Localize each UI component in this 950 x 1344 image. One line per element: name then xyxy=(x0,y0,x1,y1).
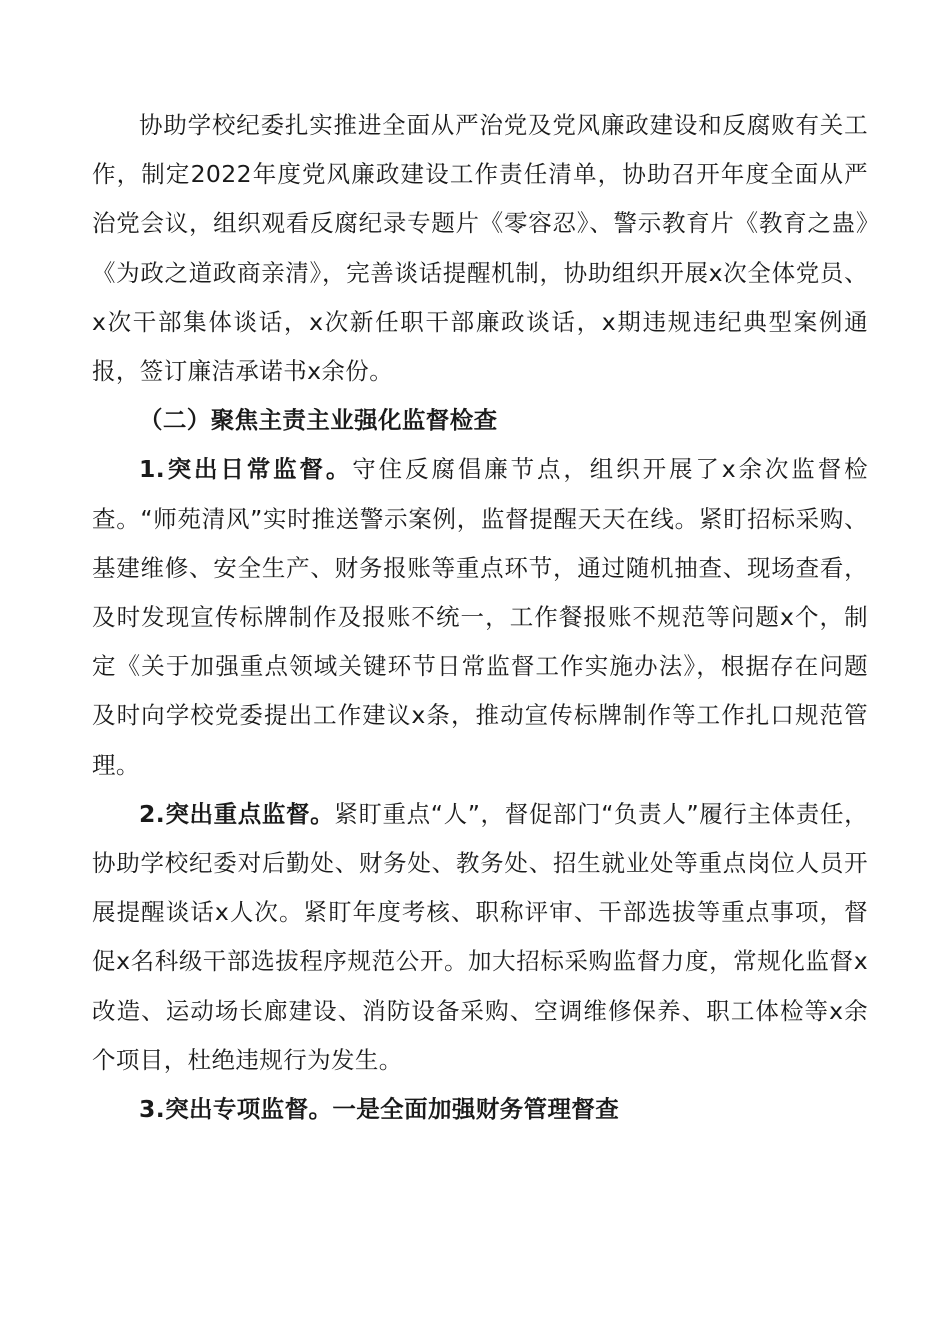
paragraph-body-key: 紧盯重点“人”，督促部门“负责人”履行主体责任，协助学校纪委对后勤处、财务处、教务处、招生就业处等重点岗位人员开展提醒谈话x人次。紧盯年度考核、职称评审、干部选拔等重点事项，督促x名科级干部选拔程序规范公开。加大招标采购监督力度，常规化监督x改造、运动场长廊建设、消防设备采购、空调维修保养、职工体检等x余个项目，杜绝违规行为发生。 xyxy=(92,799,868,1074)
paragraph-lead-daily: 1.突出日常监督。 xyxy=(139,455,353,484)
paragraph-lead-special: 3.突出专项监督。一是全面加强财务管理督查 xyxy=(139,1095,620,1124)
document-body xyxy=(92,101,868,1134)
paragraph-special-supervision xyxy=(92,1085,868,1134)
paragraph-lead-key: 2.突出重点监督。 xyxy=(139,799,335,828)
paragraph-body-daily: 守住反腐倡廉节点，组织开展了x余次监督检查。“师苑清风”实时推送警示案例，监督提醒天天在线。紧盯招标采购、基建维修、安全生产、财务报账等重点环节，通过随机抽查、现场查看，及时发现宣传标牌制作及报账不统一，工作餐报账不规范等问题x个，制定《关于加强重点领域关键环节日常监督工作实施办法》，根据存在问题及时向学校党委提出工作建议x条，推动宣传标牌制作等工作扎口规范管理。 xyxy=(92,455,868,779)
paragraph-daily-supervision xyxy=(92,445,868,789)
paragraph-key-supervision xyxy=(92,790,868,1085)
paragraph-discipline-work: 协助学校纪委扎实推进全面从严治党及党风廉政建设和反腐败有关工作，制定2022年度党风廉政建设工作责任清单，协助召开年度全面从严治党会议，组织观看反腐纪录专题片《零容忍》、警示教育片《教育之蛊》《为政之道政商亲清》，完善谈话提醒机制，协助组织开展x次全体党员、x次干部集体谈话，x次新任职干部廉政谈话，x期违规违纪典型案例通报，签订廉洁承诺书x余份。 xyxy=(92,111,868,386)
section-heading-supervision: （二）聚焦主责主业强化监督检查 xyxy=(139,406,498,435)
